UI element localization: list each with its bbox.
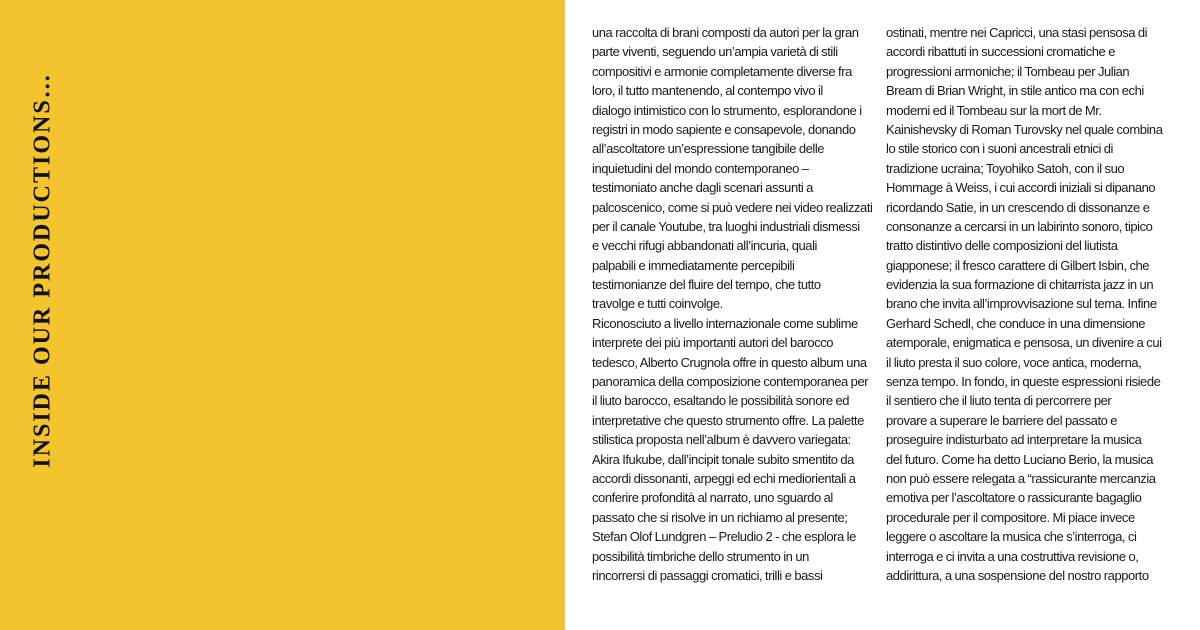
text-line: Stefan Olof Lundgren – Preludio 2 - che esplora le [592,529,856,545]
text-line: consonanze a cercarsi in un labirinto sonoro, tipico [886,218,1153,234]
text-line: senza tempo. In fondo, in queste espressioni risiede [886,374,1161,390]
text-line: emotiva per l’ascoltatore o rassicurante bagaglio [886,490,1142,506]
text-line: travolge e tutti coinvolge. [592,296,723,312]
text-line: palcoscenico, come si può vedere nei video realizzati [592,199,873,215]
text-line: rincorrersi di passaggi cromatici, trilli e bassi [592,567,823,583]
yellow-side-panel [0,0,565,630]
text-line: Kainishevsky di Roman Turovsky nel quale combina [886,121,1163,137]
text-line: per il canale Youtube, tra luoghi industriali dismessi [592,218,860,234]
text-line: lo stile storico con i suoni ancestrali etnici di [886,141,1113,157]
text-line: Gerhard Schedl, che conduce in una dimensione [886,315,1146,331]
text-line: brano che invita all’improvvisazione sul tema. Infine [886,296,1157,312]
text-line: stilistica proposta nell’album è davvero variegata: [592,432,851,448]
text-line: passato che si risolve in un richiamo al presente; [592,509,848,525]
text-line: palpabili e immediatamente percepibili [592,257,795,273]
text-line: ostinati, mentre nei Capricci, una stasi pensosa di [886,25,1148,40]
text-line: leggere o ascoltare la musica che s’interroga, ci [886,529,1137,545]
text-line: Hommage à Weiss, i cui accordi iniziali si dipanano [886,180,1156,196]
text-line: il liuto barocco, esaltando le possibilità sonore ed [592,393,850,409]
text-line: proseguire indisturbato ad interpretare la musica [886,432,1142,448]
text-line: possibilità timbriche dello strumento in un [592,548,809,564]
text-column-right [886,23,1178,613]
text-line: testimonianze del fluire del tempo, che tutto [592,277,821,293]
text-line: Akira Ifukube, dall’incipit tonale subito smentito da [592,451,854,467]
text-line: inquietudini del mondo contemporaneo – [592,160,809,176]
text-line: parte viventi, seguendo un’ampia varietà di stili [592,44,838,60]
text-line: interprete dei più importanti autori del barocco [592,335,834,351]
text-line: progressioni armoniche; il Tombeau per Julian [886,63,1130,79]
text-line: evidenzia la sua formazione di chitarrista jazz in un [886,277,1154,293]
text-column-left [592,23,884,613]
text-line: addirittura, a una sospensione del nostro rapporto [886,567,1149,583]
text-line: interpretative che questo strumento offre. La palette [592,412,864,428]
text-line: Riconosciuto a livello internazionale come sublime [592,315,858,331]
text-line: tratto distintivo delle composizioni del liutista [886,238,1118,254]
text-line: atemporale, enigmatica e pensosa, un divenire a cui [886,335,1162,351]
text-line: loro, il tutto mantenendo, al contempo vivo il [592,83,823,99]
text-line: conferire profondità al narrato, uno sguardo al [592,490,833,506]
text-line: interroga e ci invita a una costruttiva revisione o, [886,548,1139,564]
vertical-section-title: INSIDE OUR PRODUCTIONS… [29,72,56,468]
text-line: ricordando Satie, in un crescendo di dissonanze e [886,199,1150,215]
text-line: Bream di Brian Wright, in stile antico ma con echi [886,83,1144,99]
text-line: provare a superare le barriere del passato e [886,412,1118,428]
text-line: e vecchi rifugi abbandonati all’incuria, quali [592,238,817,254]
text-line: del futuro. Come ha detto Luciano Berio, la musica [886,451,1154,467]
text-line: testimoniato anche dagli scenari assunti a [592,180,813,196]
text-line: procedurale per il compositore. Mi piace invece [886,509,1135,525]
text-line: panoramica della composizione contemporanea per [592,374,869,390]
text-line: compositivi e armonie completamente diverse fra [592,63,852,79]
text-line: tedesco, Alberto Crugnola offre in questo album una [592,354,867,370]
text-line: una raccolta di brani composti da autori per la gran [592,25,859,40]
text-line: all’ascoltatore un’espressione tangibile delle [592,141,825,157]
text-line: accordi dissonanti, arpeggi ed echi mediorientali a [592,470,856,486]
text-line: giapponese; il fresco carattere di Gilbert Isbin, che [886,257,1150,273]
text-line: dialogo intimistico con lo strumento, esplorandone i [592,102,862,118]
text-line: il sentiero che il liuto tenta di percorrere per [886,393,1112,409]
text-line: tradizione ucraina; Toyohiko Satoh, con il suo [886,160,1125,176]
text-line: accordi ribattuti in successioni cromatiche e [886,44,1115,60]
text-line: moderni ed il Tombeau sur la mort de Mr. [886,102,1102,118]
text-line: non può essere relegata a “rassicurante mercanzia [886,470,1156,486]
text-line: il liuto presta il suo colore, voce antica, moderna, [886,354,1142,370]
text-line: registri in modo sapiente e consapevole, donando [592,121,856,137]
